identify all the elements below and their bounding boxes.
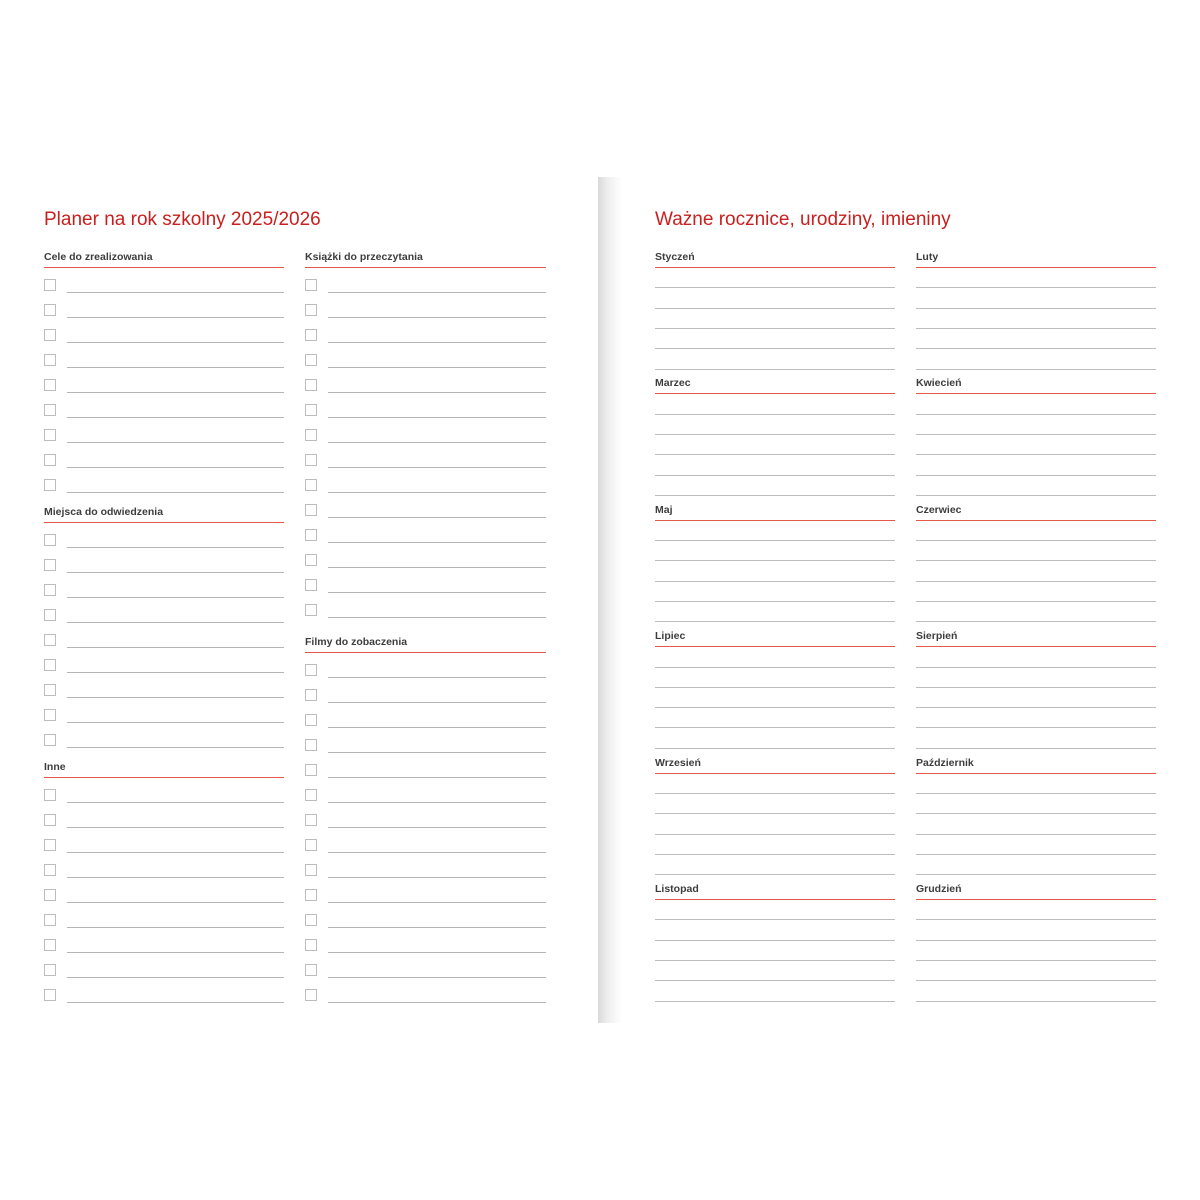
checkbox[interactable]	[44, 584, 56, 596]
checklist-row	[44, 732, 284, 748]
write-in-line[interactable]	[67, 597, 284, 598]
checklist-row	[305, 302, 546, 318]
month-label: Styczeń	[655, 251, 695, 263]
checklist-row	[44, 812, 284, 828]
month-heading-wrzesien	[655, 757, 895, 774]
checkbox[interactable]	[305, 504, 317, 516]
checklist-row	[44, 607, 284, 623]
write-in-line[interactable]	[655, 495, 895, 496]
write-in-line[interactable]	[328, 927, 546, 928]
checklist-row	[305, 687, 546, 703]
write-in-line[interactable]	[328, 317, 546, 318]
checkbox[interactable]	[305, 379, 317, 391]
checklist-row	[305, 887, 546, 903]
write-in-line[interactable]	[655, 328, 895, 329]
checkbox[interactable]	[305, 404, 317, 416]
checkbox[interactable]	[305, 739, 317, 751]
checklist-row	[305, 552, 546, 568]
write-in-line[interactable]	[328, 877, 546, 878]
month-label: Sierpień	[916, 630, 958, 643]
month-heading-sierpien	[916, 630, 1156, 647]
month-label: Maj	[655, 503, 673, 516]
checklist-row	[305, 862, 546, 878]
section-label: Książki do przeczytania	[305, 251, 423, 263]
month-heading-czerwiec	[916, 504, 1156, 521]
checkbox[interactable]	[44, 304, 56, 316]
write-in-line[interactable]	[67, 292, 284, 293]
checklist-row	[44, 477, 284, 493]
write-in-line[interactable]	[655, 454, 895, 455]
checklist-row	[44, 302, 284, 318]
write-in-line[interactable]	[655, 1001, 895, 1002]
checklist-row	[44, 452, 284, 468]
checklist-row	[305, 912, 546, 928]
checkbox[interactable]	[44, 864, 56, 876]
checklist-row	[305, 837, 546, 853]
month-label: Lipiec	[655, 630, 686, 643]
write-in-line[interactable]	[655, 980, 895, 981]
write-in-line[interactable]	[328, 1002, 546, 1003]
write-in-line[interactable]	[916, 940, 1156, 941]
write-in-line[interactable]	[655, 667, 895, 668]
write-in-line[interactable]	[328, 677, 546, 678]
write-in-line[interactable]	[328, 542, 546, 543]
month-label: Listopad	[655, 883, 699, 895]
checkbox[interactable]	[305, 964, 317, 976]
write-in-line[interactable]	[655, 707, 895, 708]
write-in-line[interactable]	[655, 414, 895, 415]
checklist-row	[44, 707, 284, 723]
write-in-line[interactable]	[328, 517, 546, 518]
write-in-line[interactable]	[916, 540, 1156, 541]
checklist-row	[44, 887, 284, 903]
write-in-line[interactable]	[67, 827, 284, 828]
checklist-row	[305, 787, 546, 803]
write-in-line[interactable]	[328, 977, 546, 978]
checklist-row	[44, 962, 284, 978]
write-in-line[interactable]	[67, 877, 284, 878]
write-in-line[interactable]	[67, 927, 284, 928]
checkbox[interactable]	[305, 354, 317, 366]
checkbox[interactable]	[305, 789, 317, 801]
write-in-line[interactable]	[67, 902, 284, 903]
checkbox[interactable]	[44, 634, 56, 646]
write-in-line[interactable]	[655, 834, 895, 835]
checkbox[interactable]	[44, 939, 56, 951]
checklist-row	[44, 632, 284, 648]
checkbox[interactable]	[44, 789, 56, 801]
write-in-line[interactable]	[655, 287, 895, 288]
write-in-line[interactable]	[328, 292, 546, 293]
write-in-line[interactable]	[916, 874, 1156, 875]
checkbox[interactable]	[305, 839, 317, 851]
checkbox[interactable]	[44, 889, 56, 901]
write-in-line[interactable]	[655, 854, 895, 855]
write-in-line[interactable]	[655, 308, 895, 309]
write-in-line[interactable]	[328, 827, 546, 828]
write-in-line[interactable]	[328, 802, 546, 803]
checklist-row	[44, 327, 284, 343]
write-in-line[interactable]	[916, 328, 1156, 329]
checklist-row	[305, 577, 546, 593]
write-in-line[interactable]	[916, 834, 1156, 835]
month-heading-listopad	[655, 883, 895, 900]
checkbox[interactable]	[44, 404, 56, 416]
checkbox[interactable]	[305, 454, 317, 466]
checklist-row	[44, 682, 284, 698]
write-in-line[interactable]	[655, 581, 895, 582]
checkbox[interactable]	[44, 734, 56, 746]
write-in-line[interactable]	[67, 722, 284, 723]
checkbox[interactable]	[44, 914, 56, 926]
write-in-line[interactable]	[67, 697, 284, 698]
write-in-line[interactable]	[328, 342, 546, 343]
write-in-line[interactable]	[328, 617, 546, 618]
checkbox[interactable]	[44, 814, 56, 826]
checkbox[interactable]	[305, 329, 317, 341]
checklist-row	[305, 987, 546, 1003]
section-label: Cele do zrealizowania	[44, 251, 153, 263]
checkbox[interactable]	[44, 839, 56, 851]
write-in-line[interactable]	[916, 813, 1156, 814]
checklist-row	[305, 477, 546, 493]
checkbox[interactable]	[44, 534, 56, 546]
write-in-line[interactable]	[655, 793, 895, 794]
checkbox[interactable]	[305, 989, 317, 1001]
checklist-row	[44, 657, 284, 673]
write-in-line[interactable]	[67, 952, 284, 953]
section-heading-ksiazki-do-przeczytania	[305, 251, 546, 268]
month-label: Czerwiec	[916, 503, 962, 516]
right-page-title: Ważne rocznice, urodziny, imieniny	[655, 209, 951, 230]
write-in-line[interactable]	[67, 467, 284, 468]
checklist-row	[44, 377, 284, 393]
checkbox[interactable]	[44, 709, 56, 721]
write-in-line[interactable]	[328, 777, 546, 778]
section-label: Filmy do zobaczenia	[305, 636, 408, 648]
write-in-line[interactable]	[916, 369, 1156, 370]
checkbox[interactable]	[305, 889, 317, 901]
checkbox[interactable]	[44, 659, 56, 671]
write-in-line[interactable]	[916, 960, 1156, 961]
write-in-line[interactable]	[67, 442, 284, 443]
write-in-line[interactable]	[655, 874, 895, 875]
checkbox[interactable]	[305, 714, 317, 726]
checkbox[interactable]	[305, 814, 317, 826]
write-in-line[interactable]	[67, 367, 284, 368]
write-in-line[interactable]	[655, 813, 895, 814]
write-in-line[interactable]	[655, 687, 895, 688]
checkbox[interactable]	[305, 914, 317, 926]
month-label: Grudzień	[916, 883, 962, 895]
checklist-row	[44, 532, 284, 548]
checkbox[interactable]	[44, 989, 56, 1001]
write-in-line[interactable]	[67, 672, 284, 673]
month-heading-maj	[655, 504, 895, 521]
checkbox[interactable]	[305, 429, 317, 441]
checklist-row	[305, 377, 546, 393]
page-spine	[598, 177, 622, 1023]
write-in-line[interactable]	[328, 752, 546, 753]
write-in-line[interactable]	[67, 547, 284, 548]
write-in-line[interactable]	[655, 348, 895, 349]
section-heading-filmy-do-zobaczenia	[305, 636, 546, 653]
checklist-row	[305, 327, 546, 343]
write-in-line[interactable]	[655, 540, 895, 541]
checkbox[interactable]	[44, 559, 56, 571]
write-in-line[interactable]	[67, 392, 284, 393]
checkbox[interactable]	[305, 554, 317, 566]
checkbox[interactable]	[44, 279, 56, 291]
checklist-row	[305, 527, 546, 543]
write-in-line[interactable]	[916, 601, 1156, 602]
write-in-line[interactable]	[67, 572, 284, 573]
checklist-row	[305, 352, 546, 368]
section-heading-cele-do-zrealizowania	[44, 251, 284, 268]
write-in-line[interactable]	[655, 621, 895, 622]
write-in-line[interactable]	[328, 392, 546, 393]
write-in-line[interactable]	[67, 852, 284, 853]
month-label: Kwiecień	[916, 377, 962, 390]
month-label: Marzec	[655, 377, 691, 390]
write-in-line[interactable]	[67, 1002, 284, 1003]
section-label: Miejsca do odwiedzenia	[44, 506, 164, 518]
checkbox[interactable]	[305, 579, 317, 591]
write-in-line[interactable]	[67, 622, 284, 623]
write-in-line[interactable]	[916, 454, 1156, 455]
write-in-line[interactable]	[916, 919, 1156, 920]
checkbox[interactable]	[44, 379, 56, 391]
checklist-row	[305, 662, 546, 678]
checklist-row	[44, 352, 284, 368]
checklist-row	[305, 452, 546, 468]
write-in-line[interactable]	[655, 601, 895, 602]
checklist-row	[44, 862, 284, 878]
write-in-line[interactable]	[655, 475, 895, 476]
checklist-row	[44, 427, 284, 443]
write-in-line[interactable]	[916, 1001, 1156, 1002]
write-in-line[interactable]	[916, 621, 1156, 622]
checklist-row	[305, 937, 546, 953]
checklist-row	[305, 737, 546, 753]
checkbox[interactable]	[44, 964, 56, 976]
checklist-row	[44, 987, 284, 1003]
write-in-line[interactable]	[67, 977, 284, 978]
checkbox[interactable]	[44, 454, 56, 466]
write-in-line[interactable]	[916, 287, 1156, 288]
checklist-row	[44, 582, 284, 598]
checkbox[interactable]	[44, 354, 56, 366]
month-heading-grudzien	[916, 883, 1156, 900]
checklist-row	[305, 812, 546, 828]
write-in-line[interactable]	[916, 667, 1156, 668]
checklist-row	[44, 912, 284, 928]
write-in-line[interactable]	[916, 581, 1156, 582]
write-in-line[interactable]	[67, 417, 284, 418]
write-in-line[interactable]	[655, 727, 895, 728]
checklist-row	[44, 787, 284, 803]
write-in-line[interactable]	[916, 560, 1156, 561]
write-in-line[interactable]	[328, 952, 546, 953]
write-in-line[interactable]	[67, 802, 284, 803]
write-in-line[interactable]	[67, 647, 284, 648]
checkbox[interactable]	[305, 939, 317, 951]
checkbox[interactable]	[305, 664, 317, 676]
write-in-line[interactable]	[328, 467, 546, 468]
write-in-line[interactable]	[916, 707, 1156, 708]
checkbox[interactable]	[305, 604, 317, 616]
month-heading-marzec	[655, 377, 895, 394]
write-in-line[interactable]	[916, 687, 1156, 688]
write-in-line[interactable]	[328, 852, 546, 853]
write-in-line[interactable]	[67, 342, 284, 343]
section-heading-miejsca-do-odwiedzenia	[44, 506, 284, 523]
checklist-row	[305, 602, 546, 618]
checkbox[interactable]	[305, 279, 317, 291]
write-in-line[interactable]	[67, 492, 284, 493]
checkbox[interactable]	[305, 864, 317, 876]
month-heading-styczen	[655, 251, 895, 268]
month-heading-kwiecien	[916, 377, 1156, 394]
month-heading-lipiec	[655, 630, 895, 647]
checkbox[interactable]	[44, 429, 56, 441]
write-in-line[interactable]	[916, 475, 1156, 476]
checklist-row	[305, 402, 546, 418]
checklist-row	[44, 402, 284, 418]
month-label: Październik	[916, 756, 974, 769]
checkbox[interactable]	[305, 529, 317, 541]
checklist-row	[305, 502, 546, 518]
write-in-line[interactable]	[67, 317, 284, 318]
write-in-line[interactable]	[916, 727, 1156, 728]
write-in-line[interactable]	[655, 960, 895, 961]
write-in-line[interactable]	[328, 567, 546, 568]
write-in-line[interactable]	[655, 560, 895, 561]
write-in-line[interactable]	[655, 748, 895, 749]
write-in-line[interactable]	[916, 308, 1156, 309]
checklist-row	[305, 962, 546, 978]
write-in-line[interactable]	[328, 417, 546, 418]
section-label: Inne	[44, 761, 66, 773]
write-in-line[interactable]	[916, 793, 1156, 794]
write-in-line[interactable]	[655, 369, 895, 370]
section-heading-inne	[44, 761, 284, 778]
write-in-line[interactable]	[916, 414, 1156, 415]
checkbox[interactable]	[305, 479, 317, 491]
checkbox[interactable]	[305, 304, 317, 316]
checkbox[interactable]	[44, 329, 56, 341]
checklist-row	[44, 937, 284, 953]
checklist-row	[305, 427, 546, 443]
write-in-line[interactable]	[916, 495, 1156, 496]
checklist-row	[44, 557, 284, 573]
month-label: Luty	[916, 251, 939, 263]
write-in-line[interactable]	[916, 854, 1156, 855]
checklist-row	[305, 277, 546, 293]
write-in-line[interactable]	[328, 902, 546, 903]
checkbox[interactable]	[305, 689, 317, 701]
write-in-line[interactable]	[328, 592, 546, 593]
write-in-line[interactable]	[655, 940, 895, 941]
write-in-line[interactable]	[916, 434, 1156, 435]
month-heading-luty	[916, 251, 1156, 268]
write-in-line[interactable]	[655, 919, 895, 920]
write-in-line[interactable]	[67, 747, 284, 748]
write-in-line[interactable]	[916, 748, 1156, 749]
checklist-row	[44, 277, 284, 293]
checkbox[interactable]	[305, 764, 317, 776]
write-in-line[interactable]	[655, 434, 895, 435]
write-in-line[interactable]	[328, 702, 546, 703]
checklist-row	[44, 837, 284, 853]
checkbox[interactable]	[44, 684, 56, 696]
write-in-line[interactable]	[328, 442, 546, 443]
month-label: Wrzesień	[655, 756, 701, 769]
write-in-line[interactable]	[916, 980, 1156, 981]
checklist-row	[305, 712, 546, 728]
write-in-line[interactable]	[916, 348, 1156, 349]
left-page-title: Planer na rok szkolny 2025/2026	[44, 209, 321, 230]
checklist-row	[305, 762, 546, 778]
write-in-line[interactable]	[328, 727, 546, 728]
checkbox[interactable]	[44, 479, 56, 491]
write-in-line[interactable]	[328, 367, 546, 368]
write-in-line[interactable]	[328, 492, 546, 493]
checkbox[interactable]	[44, 609, 56, 621]
month-heading-pazdziernik	[916, 757, 1156, 774]
